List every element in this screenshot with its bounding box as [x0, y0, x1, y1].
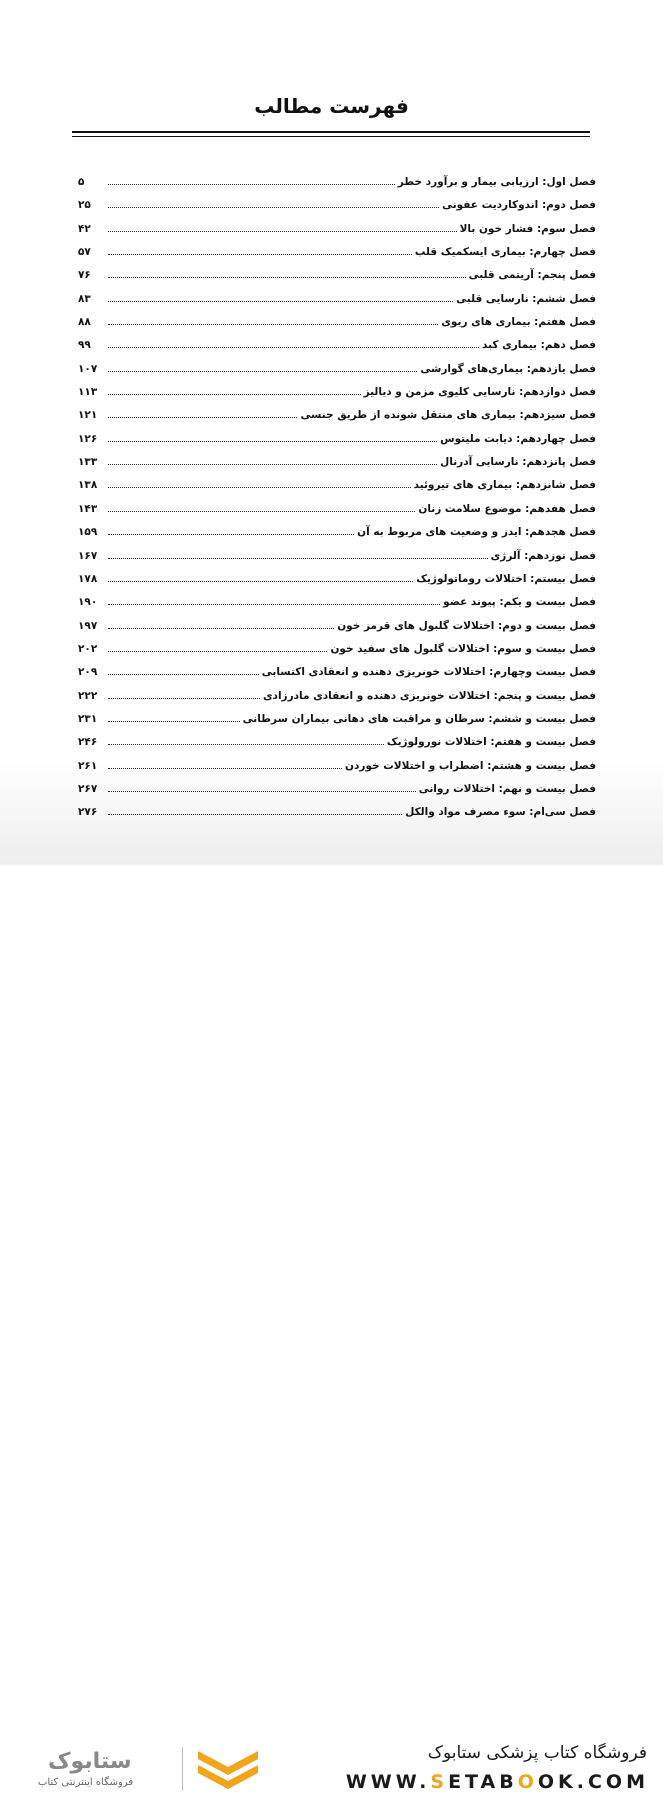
- dot-leader: [108, 371, 417, 372]
- toc-entry-page-number: ۵۷: [78, 246, 91, 259]
- toc-entry[interactable]: [78, 451, 596, 474]
- logo-subtitle: فروشگاه اینترنتی کتاب: [38, 1777, 134, 1788]
- logo-divider: [182, 1747, 183, 1791]
- toc-entry-page-number: ۱۹۰: [78, 596, 98, 609]
- toc-entry-title: فصل سیزدهم: بیماری های منتقل شونده از طریق جنسی: [300, 409, 596, 422]
- toc-entry-title: فصل بیست و هشتم: اضطراب و اختلالات خوردن: [345, 759, 596, 772]
- toc-entry-page-number: ۱۴۳: [78, 502, 98, 515]
- toc-entry-title: فصل چهاردهم: دیابت ملیتوس: [440, 432, 596, 445]
- toc-entry[interactable]: [78, 194, 596, 217]
- dot-leader: [108, 487, 411, 488]
- shop-name: فروشگاه کتاب پزشکی ستابوک: [427, 1743, 647, 1763]
- toc-entry-title: فصل بیست و ششم: سرطان و مراقبت های دهانی بیماران سرطانی: [242, 712, 596, 725]
- shop-url[interactable]: [346, 1771, 649, 1793]
- url-accent-s: S: [430, 1771, 449, 1793]
- toc-entry[interactable]: [78, 428, 596, 451]
- toc-entry-title: فصل بیست و پنجم: اختلالات خونریزی دهنده و انعقادی مادرزادی: [262, 689, 596, 702]
- toc-entry-page-number: ۸۸: [78, 316, 91, 329]
- dot-leader: [108, 534, 354, 535]
- toc-entry-page-number: ۷۶: [78, 269, 91, 282]
- toc-entry[interactable]: [78, 218, 596, 241]
- dot-leader: [108, 417, 297, 418]
- toc-entry-page-number: ۱۹۷: [78, 619, 98, 632]
- toc-entry-title: فصل پانزدهم: نارسایی آدرنال: [440, 456, 596, 469]
- toc-entry-title: فصل بیست و سوم: اختلالات گلبول های سفید خون: [330, 642, 596, 655]
- toc-entry[interactable]: [78, 288, 596, 311]
- dot-leader: [108, 511, 415, 512]
- toc-entry-title: فصل بیست وچهارم: اختلالات خونریزی دهنده و انعقادی اکتسابی: [261, 666, 596, 679]
- title-rule-thin: [72, 136, 590, 137]
- dot-leader: [108, 254, 412, 255]
- dot-leader: [108, 441, 437, 442]
- toc-entry-page-number: ۱۲۶: [78, 432, 98, 445]
- toc-entry[interactable]: [78, 778, 596, 801]
- toc-entry-title: فصل شانزدهم: بیماری های تیروئید: [413, 479, 596, 492]
- url-accent-o: O: [517, 1771, 538, 1793]
- toc-entry-page-number: ۱۰۷: [78, 362, 98, 375]
- toc-entry-page-number: ۸۳: [78, 292, 91, 305]
- dot-leader: [108, 558, 488, 559]
- toc-entry[interactable]: [78, 661, 596, 684]
- toc-entry-page-number: ۲۶۱: [78, 759, 98, 772]
- toc-entry-page-number: ۱۱۳: [78, 386, 98, 399]
- dot-leader: [108, 791, 416, 792]
- toc-entry-title: فصل هفتم: بیماری های ریوی: [441, 316, 596, 329]
- toc-entry[interactable]: [78, 381, 596, 404]
- dot-leader: [108, 581, 413, 582]
- toc-entry-page-number: ۲۲۲: [78, 689, 98, 702]
- toc-entry[interactable]: [78, 358, 596, 381]
- toc-entry[interactable]: [78, 474, 596, 497]
- toc-entry-page-number: ۱۵۹: [78, 526, 98, 539]
- toc-entry-page-number: ۹۹: [78, 339, 91, 352]
- dot-leader: [108, 721, 240, 722]
- page-title: فهرست مطالب: [254, 94, 409, 118]
- toc-entry-title: فصل یازدهم: بیماری‌های گوارشی: [420, 362, 596, 375]
- toc-entry[interactable]: [78, 521, 596, 544]
- dot-leader: [108, 814, 402, 815]
- toc-entry-title: فصل هفدهم: موضوع سلامت زنان: [418, 502, 596, 515]
- toc-entry-title: فصل چهارم: بیماری ایسکمیک قلب: [414, 246, 596, 259]
- dot-leader: [108, 347, 479, 348]
- toc-entry-title: فصل نوزدهم: آلرژی: [490, 549, 596, 562]
- toc-entry-page-number: ۱۲۱: [78, 409, 98, 422]
- toc-entry-page-number: ۵: [78, 176, 85, 188]
- toc-entry-page-number: ۴۲: [78, 222, 91, 235]
- url-part: OK.COM: [537, 1771, 649, 1793]
- dot-leader: [108, 277, 466, 278]
- dot-leader: [108, 628, 334, 629]
- toc-entry-title: فصل دهم: بیماری کبد: [482, 339, 596, 352]
- dot-leader: [108, 231, 457, 232]
- toc-entry-title: فصل بیست و یکم: پیوند عضو: [443, 596, 596, 609]
- title-rule-thick: [72, 131, 590, 133]
- url-part: ETAB: [448, 1771, 518, 1793]
- dot-leader: [108, 651, 327, 652]
- toc-entry-page-number: ۱۷۸: [78, 572, 98, 585]
- dot-leader: [108, 674, 259, 675]
- dot-leader: [108, 207, 439, 208]
- toc-entry-title: فصل بیستم: اختلالات روماتولوژیک: [416, 572, 596, 585]
- toc-entry[interactable]: [78, 334, 596, 357]
- toc-entry-title: فصل سی‌ام: سوء مصرف مواد والکل: [405, 806, 596, 819]
- dot-leader: [108, 768, 342, 769]
- dot-leader: [108, 464, 437, 465]
- book-chevron-icon: [194, 1745, 262, 1797]
- toc-entry-title: فصل ششم: نارسایی قلبی: [456, 292, 596, 305]
- toc-entry[interactable]: [78, 404, 596, 427]
- logo-wordmark: ستابوک: [48, 1749, 132, 1774]
- toc-entry-title: فصل دوم: اندوکاردیت عفونی: [442, 199, 596, 212]
- toc-entry-page-number: ۲۳۱: [78, 712, 98, 725]
- toc-entry[interactable]: [78, 731, 596, 754]
- dot-leader: [108, 698, 260, 699]
- toc-entry[interactable]: [78, 545, 596, 568]
- toc-entry[interactable]: [78, 801, 596, 824]
- toc-entry-title: فصل اول: ارزیابی بیمار و برآورد خطر: [397, 176, 596, 188]
- toc-entry-page-number: ۲۵: [78, 199, 91, 212]
- toc-entry[interactable]: [78, 755, 596, 778]
- toc-entry-page-number: ۱۶۷: [78, 549, 98, 562]
- dot-leader: [108, 301, 453, 302]
- toc-entry-title: فصل پنجم: آریتمی قلبی: [468, 269, 596, 282]
- setabook-logo: [34, 1743, 270, 1795]
- toc-entry[interactable]: [78, 568, 596, 591]
- dot-leader: [108, 604, 440, 605]
- toc-entry-page-number: ۱۳۸: [78, 479, 98, 492]
- toc-entry-page-number: ۱۳۳: [78, 456, 98, 469]
- url-part: WWW.: [345, 1771, 431, 1793]
- dot-leader: [108, 744, 384, 745]
- toc-entry[interactable]: [78, 615, 596, 638]
- toc-entry[interactable]: [78, 264, 596, 287]
- toc-entry-page-number: ۲۰۹: [78, 666, 98, 679]
- toc-entry[interactable]: [78, 498, 596, 521]
- table-of-contents: [78, 171, 596, 825]
- toc-entry[interactable]: [78, 311, 596, 334]
- toc-entry-title: فصل بیست و دوم: اختلالات گلبول های قرمز خون: [337, 619, 596, 632]
- toc-entry-page-number: ۲۰۲: [78, 642, 98, 655]
- dot-leader: [108, 184, 395, 185]
- toc-entry[interactable]: [78, 171, 596, 194]
- toc-entry-page-number: ۲۴۶: [78, 736, 98, 749]
- toc-entry-title: فصل دوازدهم: نارسایی کلیوی مزمن و دیالیز: [363, 386, 596, 399]
- toc-entry-title: فصل بیست و هفتم: اختلالات نورولوژیک: [386, 736, 596, 749]
- toc-entry[interactable]: [78, 708, 596, 731]
- toc-entry[interactable]: [78, 241, 596, 264]
- toc-entry-title: فصل هجدهم: ایدز و وضعیت های مربوط به آن: [357, 526, 596, 539]
- toc-entry-title: فصل بیست و نهم: اختلالات روانی: [418, 782, 596, 795]
- footer-banner: [0, 865, 663, 1793]
- dot-leader: [108, 324, 438, 325]
- toc-entry[interactable]: [78, 638, 596, 661]
- toc-entry-page-number: ۲۷۶: [78, 806, 98, 819]
- toc-entry-title: فصل سوم: فشار خون بالا: [459, 222, 596, 235]
- toc-entry-page-number: ۲۶۷: [78, 782, 98, 795]
- document-page: [0, 0, 663, 865]
- toc-entry[interactable]: [78, 591, 596, 614]
- toc-entry[interactable]: [78, 685, 596, 708]
- dot-leader: [108, 394, 361, 395]
